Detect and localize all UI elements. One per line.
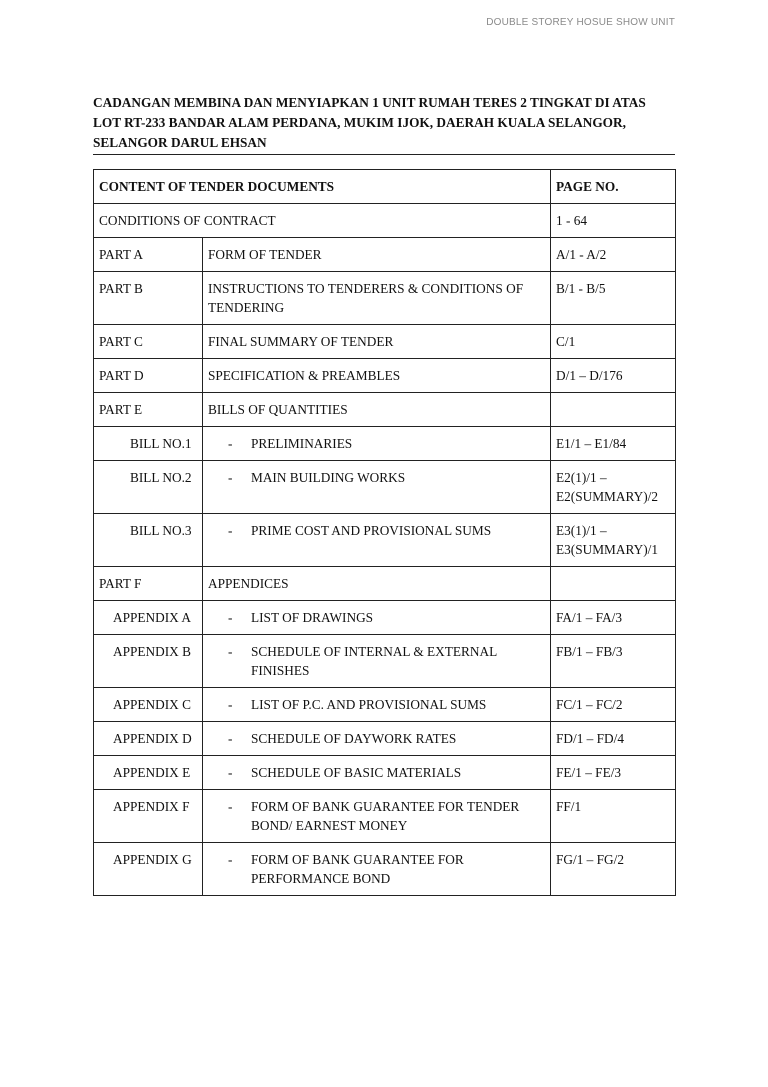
header-content-cell: CONTENT OF TENDER DOCUMENTS [94, 170, 551, 204]
appendix-desc: FORM OF BANK GUARANTEE FOR TENDER BOND/ EARNEST MONEY [251, 799, 520, 833]
table-row [94, 756, 676, 790]
appendix-desc: SCHEDULE OF DAYWORK RATES [251, 731, 457, 746]
appendix-page: FA/1 – FA/3 [551, 601, 676, 635]
bill-label: BILL NO.3 [94, 514, 203, 567]
running-header: DOUBLE STOREY HOSUE SHOW UNIT [486, 17, 675, 28]
bill-desc-cell [203, 427, 551, 461]
dash-marker: - [228, 697, 233, 712]
table-row [94, 359, 676, 393]
bill-page: E2(1)/1 – E2(SUMMARY)/2 [551, 461, 676, 514]
appendix-desc-cell [203, 756, 551, 790]
dash-marker: - [228, 731, 233, 746]
appendix-label: APPENDIX A [94, 601, 203, 635]
table-row [94, 514, 676, 567]
header-page-cell: PAGE NO. [551, 170, 676, 204]
appendix-page: FB/1 – FB/3 [551, 635, 676, 688]
part-desc: INSTRUCTIONS TO TENDERERS & CONDITIONS OF TENDERING [203, 272, 551, 325]
appendix-page: FE/1 – FE/3 [551, 756, 676, 790]
bill-desc: PRELIMINARIES [251, 436, 353, 451]
table-row [94, 567, 676, 601]
part-desc: FORM OF TENDER [203, 238, 551, 272]
table-row [94, 393, 676, 427]
bill-desc-cell [203, 514, 551, 567]
dash-marker: - [228, 470, 233, 485]
appendix-desc-cell [203, 688, 551, 722]
appendix-page: FF/1 [551, 790, 676, 843]
part-page [551, 393, 676, 427]
bill-page: E1/1 – E1/84 [551, 427, 676, 461]
table-row [94, 790, 676, 843]
appendix-desc: FORM OF BANK GUARANTEE FOR PERFORMANCE BOND [251, 852, 464, 886]
table-row [94, 427, 676, 461]
part-page: A/1 - A/2 [551, 238, 676, 272]
table-row [94, 601, 676, 635]
appendix-desc-cell [203, 843, 551, 896]
appendix-desc: SCHEDULE OF BASIC MATERIALS [251, 765, 462, 780]
part-page: D/1 – D/176 [551, 359, 676, 393]
appendix-label: APPENDIX B [94, 635, 203, 688]
tender-contents-table [93, 169, 676, 896]
table-row [94, 843, 676, 896]
appendix-label: APPENDIX F [94, 790, 203, 843]
appendix-label: APPENDIX D [94, 722, 203, 756]
appendix-desc-cell [203, 601, 551, 635]
conditions-label: CONDITIONS OF CONTRACT [94, 204, 551, 238]
part-desc: SPECIFICATION & PREAMBLES [203, 359, 551, 393]
table-row [94, 272, 676, 325]
table-header-row [94, 170, 676, 204]
part-label: PART D [94, 359, 203, 393]
dash-marker: - [228, 436, 233, 451]
part-label: PART A [94, 238, 203, 272]
dash-marker: - [228, 644, 233, 659]
appendix-desc: LIST OF P.C. AND PROVISIONAL SUMS [251, 697, 487, 712]
dash-marker: - [228, 610, 233, 625]
part-label: PART E [94, 393, 203, 427]
part-page [551, 567, 676, 601]
bill-label: BILL NO.1 [94, 427, 203, 461]
part-label: PART C [94, 325, 203, 359]
table-row [94, 325, 676, 359]
dash-marker: - [228, 799, 233, 814]
part-desc: APPENDICES [203, 567, 551, 601]
bill-page: E3(1)/1 – E3(SUMMARY)/1 [551, 514, 676, 567]
appendix-page: FD/1 – FD/4 [551, 722, 676, 756]
bill-desc: PRIME COST AND PROVISIONAL SUMS [251, 523, 492, 538]
table-row [94, 635, 676, 688]
table-row [94, 238, 676, 272]
appendix-label: APPENDIX C [94, 688, 203, 722]
bill-desc-cell [203, 461, 551, 514]
table-row [94, 722, 676, 756]
part-page: B/1 - B/5 [551, 272, 676, 325]
appendix-page: FG/1 – FG/2 [551, 843, 676, 896]
table-row [94, 204, 676, 238]
appendix-label: APPENDIX E [94, 756, 203, 790]
dash-marker: - [228, 765, 233, 780]
appendix-desc: LIST OF DRAWINGS [251, 610, 374, 625]
appendix-page: FC/1 – FC/2 [551, 688, 676, 722]
table-row [94, 461, 676, 514]
part-desc: BILLS OF QUANTITIES [203, 393, 551, 427]
dash-marker: - [228, 852, 233, 867]
bill-label: BILL NO.2 [94, 461, 203, 514]
part-desc: FINAL SUMMARY OF TENDER [203, 325, 551, 359]
bill-desc: MAIN BUILDING WORKS [251, 470, 406, 485]
document-title: CADANGAN MEMBINA DAN MENYIAPKAN 1 UNIT RUMAH TERES 2 TINGKAT DI ATAS LOT RT-233 BANDAR ALAM PERDANA, MUKIM IJOK, DAERAH KUALA SELANGOR, SELANGOR DARUL EHSAN [93, 93, 675, 155]
appendix-desc: SCHEDULE OF INTERNAL & EXTERNAL FINISHES [251, 644, 497, 678]
appendix-desc-cell [203, 722, 551, 756]
table-row [94, 688, 676, 722]
part-page: C/1 [551, 325, 676, 359]
part-label: PART F [94, 567, 203, 601]
dash-marker: - [228, 523, 233, 538]
appendix-label: APPENDIX G [94, 843, 203, 896]
appendix-desc-cell [203, 635, 551, 688]
conditions-page: 1 - 64 [551, 204, 676, 238]
appendix-desc-cell [203, 790, 551, 843]
part-label: PART B [94, 272, 203, 325]
